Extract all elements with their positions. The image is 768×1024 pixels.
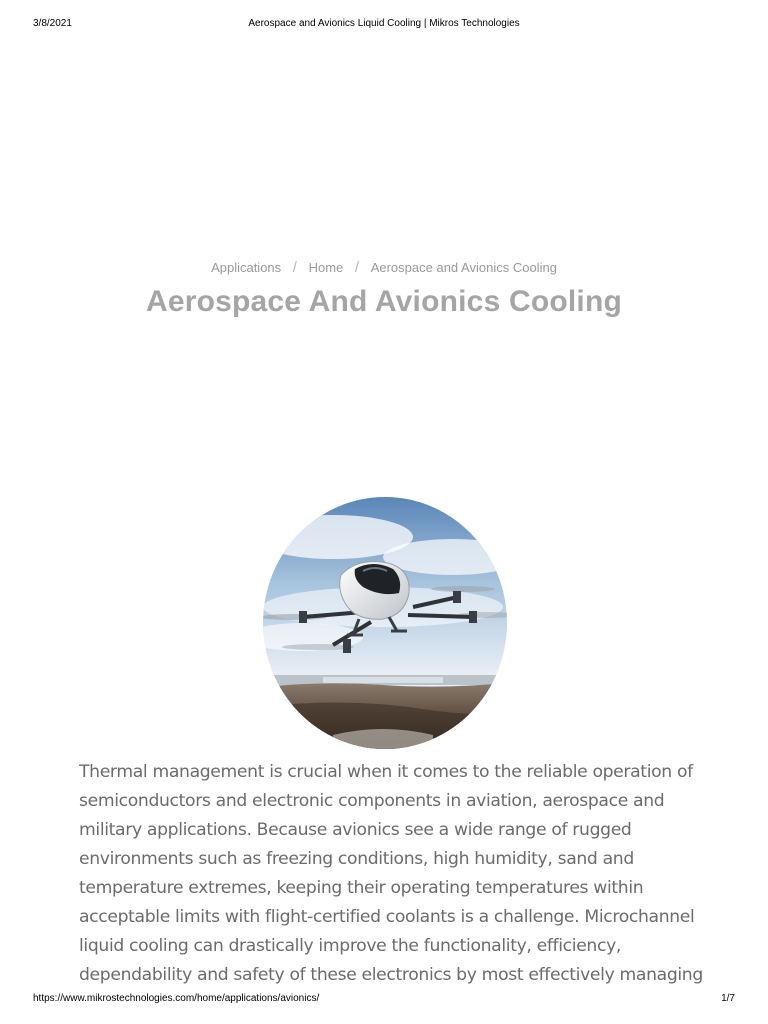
hero-image-drone (263, 497, 507, 749)
print-document-title: Aerospace and Avionics Liquid Cooling | Mikros Technologies (248, 18, 520, 29)
breadcrumb-separator: / (354, 259, 360, 277)
print-header (0, 18, 768, 32)
print-url: https://www.mikrostechnologies.com/home/applications/avionics/ (33, 993, 320, 1004)
breadcrumb-separator: / (292, 259, 297, 277)
breadcrumb (0, 259, 768, 276)
breadcrumb-applications[interactable]: Applications (211, 260, 282, 276)
print-date: 3/8/2021 (33, 18, 72, 29)
breadcrumb-home[interactable]: Home (308, 260, 344, 276)
breadcrumb-current: Aerospace and Avionics Cooling (370, 260, 557, 276)
page-title: Aerospace And Avionics Cooling (145, 285, 623, 318)
page-number: 1/7 (721, 993, 735, 1004)
intro-paragraph: Thermal management is crucial when it comes to the reliable operation of semiconductors and electronic components in aviation, aerospace and military applications. Because avionics see a wide range of rugged environments such as freezing conditions, high humidity, sand and temperature extremes, keeping their operating temperatures within acceptable limits with flight-certified coolants is a challenge. Microchannel liquid cooling can drastically improve the functionality, efficiency, dependability and safety of these electronics by most effectively managing (79, 762, 703, 985)
